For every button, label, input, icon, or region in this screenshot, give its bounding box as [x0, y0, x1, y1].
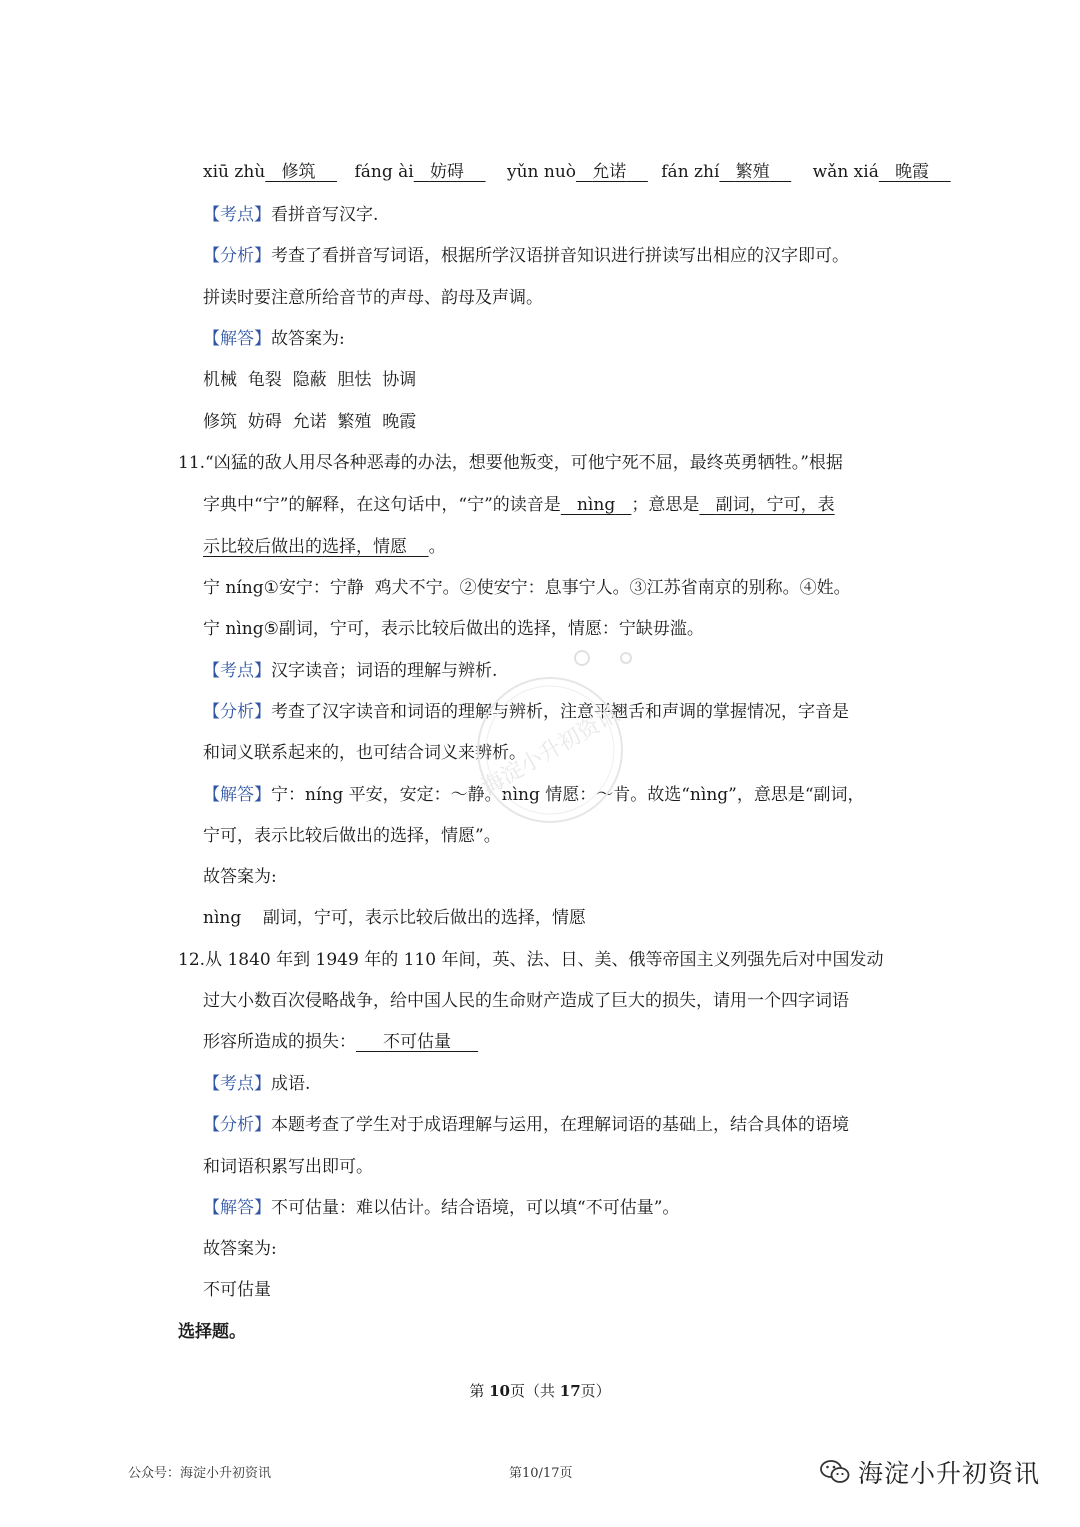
pinyin: fáng ài	[354, 162, 414, 182]
pinyin: fán zhí	[661, 162, 720, 182]
jieda-line: 【解答】宁：níng 平安，安定：～静。nìng 情愿：～肯。故选“nìng”，意思是“副词，	[203, 785, 865, 805]
kaodian-line: 【考点】汉字读音；词语的理解与辨析.	[203, 661, 498, 681]
question-number: 12.	[178, 950, 206, 970]
kaodian-tag: 【考点】	[203, 1074, 271, 1094]
jieda-tag: 【解答】	[203, 785, 271, 805]
fenxi-line: 【分析】本题考查了学生对于成语理解与运用，在理解词语的基础上，结合具体的语境	[203, 1115, 849, 1135]
footer-page: 第10/17页	[509, 1466, 573, 1481]
question-11: 11.“凶猛的敌人用尽各种恶毒的办法，想要他叛变，可他宁死不屈，最终英勇牺牲。”根据	[178, 453, 843, 473]
answer-blank: 晚霞	[895, 162, 930, 182]
section-title: 选择题。	[178, 1322, 246, 1342]
guda-line: 故答案为:	[203, 1239, 277, 1259]
fenxi-line-2: 拼读时要注意所给音节的声母、韵母及声调。	[203, 288, 543, 308]
question-12-line-2: 过大小数百次侵略战争，给中国人民的生命财产造成了巨大的损失，请用一个四字词语	[203, 991, 849, 1011]
footer-account: 公众号：海淀小升初资讯	[128, 1466, 272, 1481]
answer-blank: 不可估量	[383, 1032, 452, 1052]
question-11-line-3: 示比较后做出的选择，情愿 。	[203, 537, 446, 557]
answer-line: 不可估量	[203, 1280, 271, 1300]
kaodian-line: 【考点】看拼音写汉字.	[203, 205, 379, 225]
pinyin-answer-row	[203, 160, 951, 184]
answer-blank: 示比较后做出的选择，情愿	[203, 537, 407, 557]
jieda-line: 【解答】不可估量：难以估计。结合语境，可以填“不可估量”。	[203, 1198, 680, 1218]
jieda-tag: 【解答】	[203, 1198, 271, 1218]
wechat-icon	[820, 1459, 850, 1485]
answer-blank: 副词，宁可，表	[715, 495, 835, 515]
kaodian-tag: 【考点】	[203, 205, 271, 225]
definition-1: 宁 níng①安宁：宁静 鸡犬不宁。②使安宁：息事宁人。③江苏省南京的别称。④姓。	[203, 578, 851, 598]
answer-line: nìng 副词，宁可，表示比较后做出的选择，情愿	[203, 908, 586, 928]
answer-blank: 允诺	[592, 162, 627, 182]
question-11-line-2: 字典中“宁”的解释，在这句话中，“宁”的读音是 nìng ；意思是 副词，宁可，表	[203, 495, 835, 515]
brand-mark	[820, 1452, 1040, 1492]
answer-blank: 修筑	[281, 162, 316, 182]
answer-blank: 妨碍	[429, 162, 464, 182]
fenxi-line: 【分析】考查了汉字读音和词语的理解与辨析，注意平翘舌和声调的掌握情况，字音是	[203, 702, 849, 722]
question-number: 11.	[178, 453, 206, 473]
jieda-line: 【解答】故答案为:	[203, 329, 345, 349]
pinyin: xiū zhù	[203, 162, 266, 182]
jieda-tag: 【解答】	[203, 329, 271, 349]
fenxi-line: 【分析】考查了看拼音写词语，根据所学汉语拼音知识进行拼读写出相应的汉字即可。	[203, 246, 849, 266]
fenxi-line-2: 和词语积累写出即可。	[203, 1157, 373, 1177]
pinyin: yǔn nuò	[506, 162, 577, 182]
question-12: 12.从 1840 年到 1949 年的 110 年间，英、法、日、美、俄等帝国主义列强先后对中国发动	[178, 950, 884, 970]
svg-text:海淀小升初资讯: 海淀小升初资讯	[477, 701, 624, 801]
kaodian-line: 【考点】成语.	[203, 1074, 311, 1094]
brand-name: 海淀小升初资讯	[858, 1459, 1041, 1488]
answer-blank: nìng	[576, 495, 616, 515]
question-12-line-3: 形容所造成的损失： 不可估量	[203, 1030, 478, 1054]
guda-line: 故答案为:	[203, 867, 277, 887]
fenxi-line-2: 和词义联系起来的，也可结合词义来辨析。	[203, 743, 526, 763]
fenxi-tag: 【分析】	[203, 702, 271, 722]
jieda-line-2: 宁可，表示比较后做出的选择，情愿”。	[203, 826, 501, 846]
definition-2: 宁 nìng⑤副词，宁可，表示比较后做出的选择，情愿：宁缺毋滥。	[203, 619, 704, 639]
answer-line-1: 机械 龟裂 隐蔽 胆怯 协调	[203, 370, 417, 390]
page-number: 第 10页（共 17页）	[469, 1382, 611, 1400]
fenxi-tag: 【分析】	[203, 246, 271, 266]
pinyin: wǎn xiá	[812, 162, 879, 182]
kaodian-tag: 【考点】	[203, 661, 271, 681]
fenxi-tag: 【分析】	[203, 1115, 271, 1135]
answer-blank: 繁殖	[735, 162, 770, 182]
answer-line-2: 修筑 妨碍 允诺 繁殖 晚霞	[203, 412, 417, 432]
